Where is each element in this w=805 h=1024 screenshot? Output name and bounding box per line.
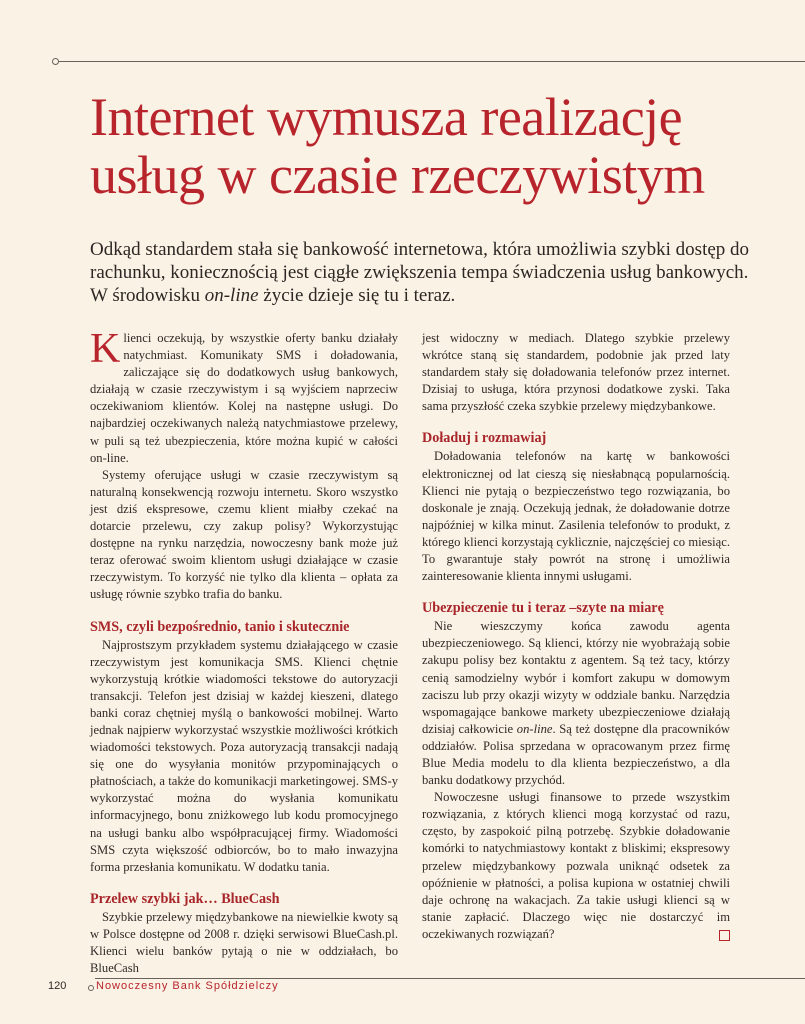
title-line-2: usług w czasie rzeczywistym [90,145,705,205]
article-title [90,88,780,204]
header-rule [56,61,805,62]
section-heading-ubezpieczenie: Ubezpieczenie tu i teraz –szyte na miarę [422,600,664,617]
footer-rule-ornament [88,985,94,991]
right-column [422,330,730,943]
page-number: 120 [48,980,67,992]
section-heading-przelew: Przelew szybki jak… BlueCash [90,890,280,907]
paragraph: Szybkie przelewy międzybankowe na niewielkie kwoty są w Polsce dostępne od 2008 r. dzięki serwisowi BlueCash.pl. Klienci wielu banków pytają o nie w oddziałach, bo BlueCash [90,909,398,976]
left-column [90,326,398,977]
header-rule-ornament [52,58,59,65]
paragraph: jest widoczny w mediach. Dlatego szybkie przelewy wkrótce staną się standardem, podobnie jak przed laty standardem stały się doładowania telefonów przez internet. Dzisiaj to usługa, która przynosi dodatkowe zyski. Taka sama przyszłość czeka szybkie przelewy międzybankowe. [422,331,730,414]
paragraph: Doładowania telefonów na kartę w bankowości elektronicznej od lat cieszą się niesłabnącą popularnością. Klienci nie pytają o bezpieczeństwo tego rozwiązania, bo doskonale je znają. Oczekują jednak, że doładowanie dotrze najpóźniej w kilka minut. Zasilenia telefonów to produkt, z którego klienci korzystają cyklicznie, najczęściej co miesiąc. To gwarantuje stały powrót na stronę i umożliwia zainteresowanie klienta innymi usługami. [422,449,730,584]
magazine-name: Nowoczesny Bank Spółdzielczy [96,980,279,992]
footer-rule [95,978,805,979]
paragraph: Najprostszym przykładem systemu działającego w czasie rzeczywistym jest komunikacja SMS. Klienci chętnie wykorzystują krótkie wiadomości tekstowe do autoryzacji transakcji. Telefon jest dzisiaj w każdej kieszeni, dlatego banki coraz chętniej myślą o bankowości mobilnej. Warto jednak najpierw wykorzystać wszystkie możliwości krótkich wiadomości tekstowych. Poza autoryzacją transakcji nadają się one do wysyłania monitów przypominających o płatnościach, a także do komunikacji marketingowej. SMS-y wykorzystać można do wysłania komunikatu informacyjnego, bonu zniżkowego lub kodu promocyjnego na usługi banku albo współpracującej firmy. Wiadomości SMS czyta większość odbiorców, bo to mało inwazyjna forma przesłania komunikatu. W dodatku tania. [90,637,398,874]
lead-text-part-1: Odkąd standardem stała się bankowość internetowa, która umożliwia szybki dostęp do rachunku, koniecznością jest ciągłe zwiększenia tempa świadczenia usług bankowych. W środowisku [90,239,750,306]
drop-cap: K [90,326,121,372]
lead-text-part-2: życie dzieje się tu i teraz. [258,285,456,306]
title-line-1: Internet wymusza realizację [90,87,683,147]
article-lead [90,238,750,307]
paragraph-intro: Klienci oczekują, by wszystkie oferty banku działały natychmiast. Komunikaty SMS i doładowania, zaliczające się do dodatkowych usług bankowych, działają w czasie rzeczywistym i są wyjściem naprzeciw oczekiwaniom klientów. Kolej na następne usługi. Do najbardziej oczekiwanych należą natychmiastowe przelewy, w puli są też ubezpieczenia, które można kupić w całości on-line. [90,326,398,465]
section-heading-sms: SMS, czyli bezpośrednio, tanio i skutecznie [90,618,350,635]
lead-emphasis: on-line [204,285,259,306]
emphasis: on-line [516,721,553,736]
paragraph: Nie wieszczymy końca zawodu agenta ubezpieczeniowego. Są klienci, którzy nie wyobrażają sobie zakupu polisy bez kontaktu z agentem. Są też tacy, którzy cenią samodzielny wybór i komfort zakupu w domowym zaciszu lub przy okazji wizyty w oddziale banku. Narzędzia wspomagające bankowe markety ubezpieczeniowe działają dzisiaj całkowicie on-line. Są też dostępne dla pracowników oddziałów. Polisa sprzedana w opracowanym przez firmę Blue Media modelu to dla klienta bezpieczeństwo, a dla banku dodatkowy przychód. [422,619,730,788]
section-heading-doladuj: Doładuj i rozmawiaj [422,430,547,447]
end-of-article-icon [719,930,730,941]
paragraph-final: Nowoczesne usługi finansowe to przede wszystkim rozwiązania, z których klienci mogą korzystać od razu, często, by zaspokoić pilną potrzebę. Szybkie doładowanie komórki to natychmiastowy kontakt z bliskimi; ekspresowy przelew międzybankowy pozwala uniknąć odsetek za opóźnienie w płatności, a polisa kupiona w ostatniej chwili daje ochronę na wakacjach. Za takie usługi klienci są w stanie zapłacić. Dlaczego więc nie dostarczyć im oczekiwanych rozwiązań? [422,790,730,941]
paragraph: Systemy oferujące usługi w czasie rzeczywistym są naturalną konsekwencją rozwoju internetu. Skoro wszystko jest dziś ekspresowe, czemu klient miałby czekać na dotarcie przelewu, czy zakup polisy? Wykorzystując dostępne na rynku narzędzia, nowoczesny bank może już teraz oferować swoim klientom usługi działające w czasie rzeczywistym. To korzyść nie tylko dla klienta – opłata za usługę równie szybko trafia do banku. [90,467,398,602]
